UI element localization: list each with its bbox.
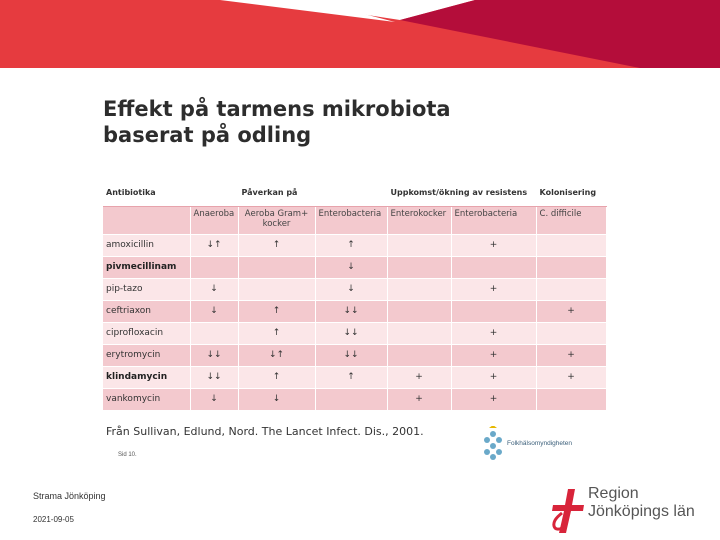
- header-anaeroba: Anaeroba: [190, 206, 238, 234]
- header-uppkomst: Uppkomst/ökning av resistens: [387, 180, 536, 206]
- enterokocker-resistance: [387, 344, 451, 366]
- header-aeroba: Aeroba Gram+ kocker: [238, 206, 315, 234]
- table-row: [103, 278, 606, 300]
- header-paverkan: Påverkan på: [238, 180, 387, 206]
- enterobacteria-effect: ↑: [315, 366, 387, 388]
- cdifficile-colonisation: [536, 278, 606, 300]
- region-name-line-1: Region: [588, 485, 639, 502]
- header-antibiotika: Antibiotika: [103, 180, 190, 206]
- enterobacteria-effect: [315, 388, 387, 410]
- antibiotic-name: pip-tazo: [103, 278, 190, 300]
- enterobacteria-resistance: +: [451, 278, 536, 300]
- footer-organization: Strama Jönköping: [33, 491, 106, 501]
- enterobacteria-resistance: +: [451, 322, 536, 344]
- table-row: [103, 300, 606, 322]
- aeroba-effect: ↑: [238, 322, 315, 344]
- header-enterokocker: Enterokocker: [387, 206, 451, 234]
- antibiotic-name: klindamycin: [103, 366, 190, 388]
- page-reference: Sid 10.: [118, 452, 137, 458]
- table-row: [103, 388, 606, 410]
- enterokocker-resistance: [387, 278, 451, 300]
- slide-title: [103, 96, 523, 148]
- antibiotic-name: vankomycin: [103, 388, 190, 410]
- table-sub-header-row: [103, 206, 606, 234]
- enterokocker-resistance: [387, 300, 451, 322]
- region-name-line-2: Jönköpings län: [588, 503, 695, 520]
- header-band: [0, 0, 720, 68]
- header-cdifficile: C. difficile: [536, 206, 606, 234]
- aeroba-effect: ↑: [238, 234, 315, 256]
- anaeroba-effect: ↓↓: [190, 366, 238, 388]
- enterobacteria-resistance: +: [451, 344, 536, 366]
- enterobacteria-resistance: +: [451, 366, 536, 388]
- anaeroba-effect: ↓↓: [190, 344, 238, 366]
- antibiotic-name: erytromycin: [103, 344, 190, 366]
- antibiotic-name: ciprofloxacin: [103, 322, 190, 344]
- enterokocker-resistance: +: [387, 388, 451, 410]
- aeroba-effect: [238, 278, 315, 300]
- header-enterobacteria: Enterobacteria: [315, 206, 387, 234]
- cdifficile-colonisation: [536, 234, 606, 256]
- cdifficile-colonisation: [536, 322, 606, 344]
- enterokocker-resistance: [387, 256, 451, 278]
- anaeroba-effect: ↓↑: [190, 234, 238, 256]
- table-row: [103, 322, 606, 344]
- table-row: [103, 366, 606, 388]
- title-line-1: Effekt på tarmens mikrobiota: [103, 97, 451, 121]
- cdifficile-colonisation: +: [536, 366, 606, 388]
- header-kolonisering: Kolonisering: [536, 180, 606, 206]
- anaeroba-effect: ↓: [190, 388, 238, 410]
- cdifficile-colonisation: [536, 388, 606, 410]
- antibiotic-name: ceftriaxon: [103, 300, 190, 322]
- enterokocker-resistance: [387, 322, 451, 344]
- aeroba-effect: ↓: [238, 388, 315, 410]
- cdifficile-colonisation: +: [536, 300, 606, 322]
- enterokocker-resistance: [387, 234, 451, 256]
- enterobacteria-effect: ↓↓: [315, 322, 387, 344]
- antibiotic-name: amoxicillin: [103, 234, 190, 256]
- enterobacteria-effect: ↓↓: [315, 300, 387, 322]
- anaeroba-effect: [190, 322, 238, 344]
- anaeroba-effect: ↓: [190, 300, 238, 322]
- table-group-header-row: [103, 180, 606, 206]
- aeroba-effect: ↑: [238, 300, 315, 322]
- enterokocker-resistance: +: [387, 366, 451, 388]
- folkhalsomyndigheten-label: Folkhälsomyndigheten: [507, 440, 573, 447]
- anaeroba-effect: ↓: [190, 278, 238, 300]
- title-line-2: baserat på odling: [103, 123, 312, 147]
- table-row: [103, 256, 606, 278]
- enterobacteria-resistance: +: [451, 234, 536, 256]
- enterobacteria-effect: ↑: [315, 234, 387, 256]
- table-row: [103, 344, 606, 366]
- enterobacteria-effect: ↓↓: [315, 344, 387, 366]
- antibiotic-name: pivmecillinam: [103, 256, 190, 278]
- enterobacteria-effect: ↓: [315, 278, 387, 300]
- cdifficile-colonisation: +: [536, 344, 606, 366]
- source-citation: Från Sullivan, Edlund, Nord. The Lancet Infect. Dis., 2001.: [106, 425, 424, 438]
- enterobacteria-resistance: [451, 300, 536, 322]
- enterobacteria-resistance: [451, 256, 536, 278]
- anaeroba-effect: [190, 256, 238, 278]
- table-row: [103, 234, 606, 256]
- aeroba-effect: ↓↑: [238, 344, 315, 366]
- antibiotic-effect-table: [103, 180, 607, 411]
- enterobacteria-resistance: +: [451, 388, 536, 410]
- enterobacteria-effect: ↓: [315, 256, 387, 278]
- header-enterobacteria-resistens: Enterobacteria: [451, 206, 536, 234]
- cdifficile-colonisation: [536, 256, 606, 278]
- aeroba-effect: [238, 256, 315, 278]
- footer-date: 2021-09-05: [33, 515, 74, 524]
- aeroba-effect: ↑: [238, 366, 315, 388]
